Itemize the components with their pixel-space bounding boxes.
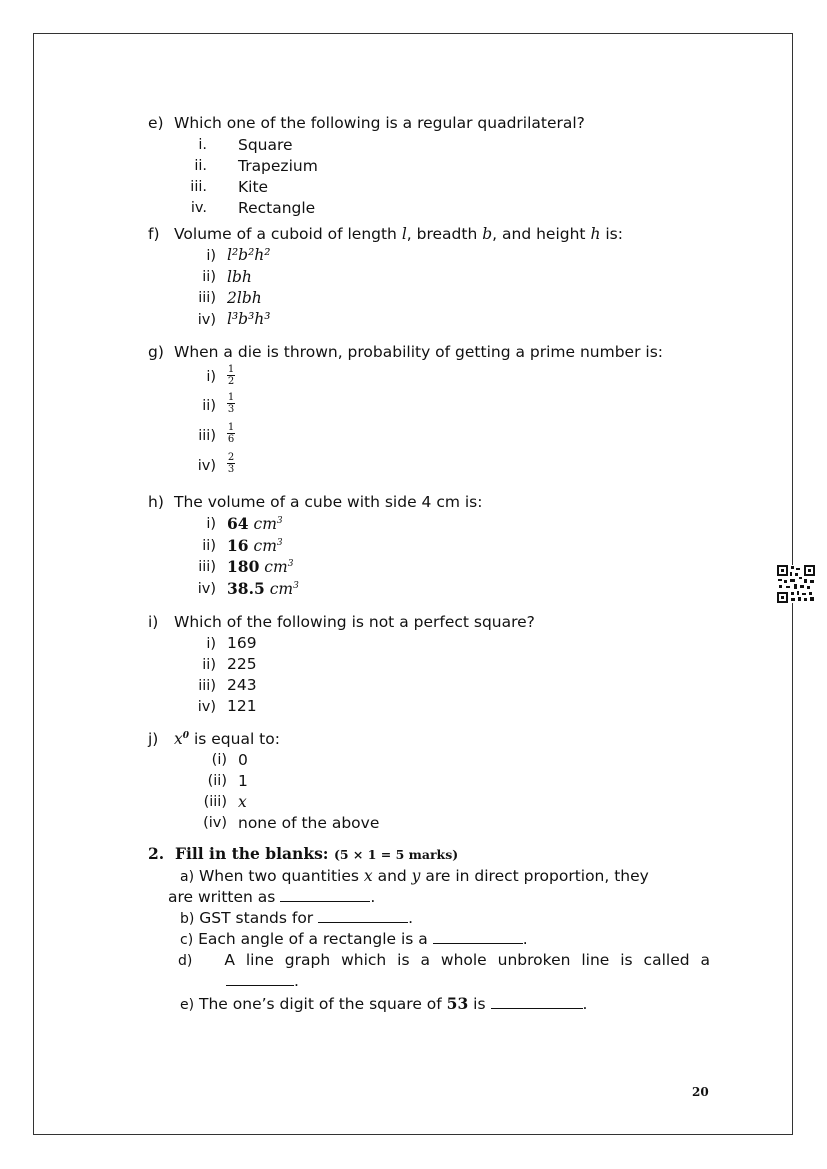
blank-line xyxy=(318,910,408,923)
option-text: Rectangle xyxy=(238,199,316,217)
option-number: i) xyxy=(206,516,216,532)
option-number: ii) xyxy=(202,398,216,414)
option-number: ii) xyxy=(202,657,216,673)
blank-a-line1: a) When two quantities x and y are in direct proportion, they xyxy=(180,867,649,885)
question-label: i) xyxy=(148,613,159,631)
option-text: 243 xyxy=(227,676,257,694)
option-text: 2lbh xyxy=(227,289,262,307)
section-title: 2. Fill in the blanks: (5 × 1 = 5 marks) xyxy=(148,844,459,863)
option-number: i) xyxy=(206,248,216,264)
option-text: Trapezium xyxy=(238,157,318,175)
option-text: 225 xyxy=(227,655,257,673)
option-text: 180 $cm^3$ xyxy=(227,557,294,576)
option-number: iii) xyxy=(198,678,216,694)
option-number: ii) xyxy=(202,538,216,554)
blank-d-line2: . xyxy=(226,972,299,990)
option-text: l³b³h³ xyxy=(227,310,271,328)
option-number: i) xyxy=(206,636,216,652)
option-number: iii) xyxy=(198,290,216,306)
option-number: ii. xyxy=(194,158,207,174)
option-text: x xyxy=(238,793,247,811)
option-number: (iv) xyxy=(203,815,227,831)
option-number: iv) xyxy=(197,699,216,715)
option-text: Square xyxy=(238,136,293,154)
blank-b: b) GST stands for . xyxy=(180,909,414,927)
question-text: The volume of a cube with side 4 cm is: xyxy=(174,493,483,511)
option-number: i) xyxy=(206,369,216,385)
option-number: iii) xyxy=(198,559,216,575)
blank-line xyxy=(280,889,370,902)
option-text: 0 xyxy=(238,751,248,769)
fraction: 2 3 xyxy=(227,452,235,475)
question-text: When a die is thrown, probability of getting a prime number is: xyxy=(174,343,663,361)
option-text: l²b²h² xyxy=(227,246,271,264)
question-label: e) xyxy=(148,114,164,132)
option-number: iv) xyxy=(197,458,216,474)
fraction: 1 2 xyxy=(227,364,235,387)
question-text: Which one of the following is a regular quadrilateral? xyxy=(174,114,585,132)
option-number: iv) xyxy=(197,581,216,597)
option-text: lbh xyxy=(227,268,252,286)
option-text: Kite xyxy=(238,178,269,196)
blank-line xyxy=(433,931,523,944)
blank-d: d) A line graph which is a whole unbroken line is called a xyxy=(178,951,710,969)
option-text: 169 xyxy=(227,634,257,652)
question-label: j) xyxy=(148,730,159,748)
option-number: iv) xyxy=(197,312,216,328)
option-number: (ii) xyxy=(207,773,227,789)
page-number: 20 xyxy=(692,1085,709,1099)
option-text: 64 $cm^3$ xyxy=(227,514,283,533)
blank-line xyxy=(491,996,583,1009)
option-number: (iii) xyxy=(203,794,227,810)
option-text: 1 xyxy=(238,772,248,790)
option-number: iii. xyxy=(190,179,207,195)
option-text: 121 xyxy=(227,697,257,715)
question-label: h) xyxy=(148,493,164,511)
fraction: 1 6 xyxy=(227,422,235,445)
option-number: iv. xyxy=(190,200,207,216)
fraction: 1 3 xyxy=(227,392,235,415)
option-number: iii) xyxy=(198,428,216,444)
option-text: 16 $cm^3$ xyxy=(227,536,283,555)
question-text: $x^0$ is equal to: xyxy=(174,730,280,748)
blank-a-line2: are written as . xyxy=(168,888,376,906)
blank-line xyxy=(226,973,294,986)
option-text: 38.5 $cm^3$ xyxy=(227,579,299,598)
option-number: (i) xyxy=(211,752,227,768)
option-number: ii) xyxy=(202,269,216,285)
blank-e: e) The one’s digit of the square of 53 is . xyxy=(180,994,588,1013)
question-label: g) xyxy=(148,343,164,361)
page-border xyxy=(33,33,793,1135)
qr-code-icon xyxy=(777,565,815,603)
option-text: none of the above xyxy=(238,814,380,832)
blank-c: c) Each angle of a rectangle is a . xyxy=(180,930,528,948)
option-number: i. xyxy=(198,137,207,153)
question-text: Volume of a cuboid of length l, breadth b, and height h is: xyxy=(174,225,623,243)
question-text: Which of the following is not a perfect square? xyxy=(174,613,535,631)
question-label: f) xyxy=(148,225,160,243)
